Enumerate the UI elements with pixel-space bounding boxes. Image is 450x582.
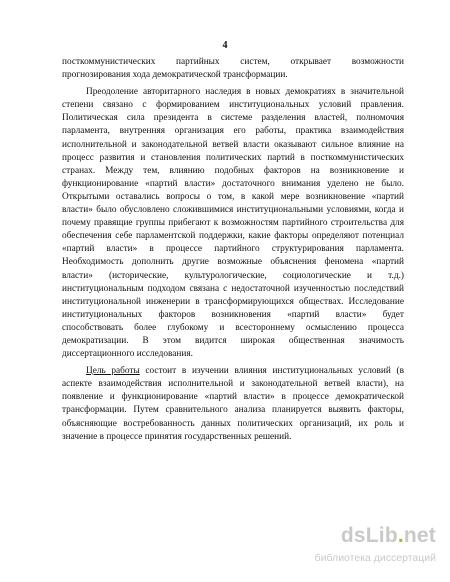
body-text: [62, 56, 404, 444]
text-line: посткоммунистических партийных систем, открывает возможности: [62, 57, 404, 67]
text-line: Преодоление авторитарного наследия в новых демократиях в значительной: [86, 87, 404, 98]
goal-line: [62, 365, 404, 378]
goal-label: Цель работы: [86, 366, 140, 377]
text-line: функционирование «партий власти» достаточного внимания уделено не было.: [62, 178, 404, 189]
text-line: власти» было обусловлено сложившимися институциональными условиями, когда и: [62, 205, 404, 216]
text-line: власти» (исторические, культурологические, социологические и т.д.): [62, 270, 404, 281]
goal-line-rest: состоит в изучении влияния институциональных условий (в: [139, 366, 404, 377]
text-line: парламента, внутренняя организация его работы, практика взаимодействия: [62, 126, 404, 137]
text-line: Необходимость дополнить другие возможные объяснения феномена «партий: [62, 257, 404, 268]
text-line: Политическая сила президента в системе разделения властей, полномочия: [62, 113, 404, 124]
page-number: 4: [222, 40, 228, 51]
watermark-subtitle: библиотека диссертаций: [314, 552, 436, 564]
text-line: значение в процессе принятия государственных решений.: [62, 431, 292, 442]
text-line: институциональным подходом связана с недостаточной изученностью последствий: [62, 283, 404, 294]
text-line: институциональных факторов возникновения «партий власти» будет: [62, 309, 404, 320]
text-line: институциональной инженерии в трансформирующихся обществах. Исследование: [62, 296, 404, 307]
text-line: почему правящие группы прибегают к возможностям партийного строительства для: [62, 218, 404, 229]
watermark-logo: dsLib.net: [340, 524, 436, 547]
text-line: странах. Между тем, влиянию подобных факторов на возникновение и: [62, 165, 404, 176]
text-line: исполнительной и законодательной ветвей власти оказывают сильное влияние на: [62, 139, 404, 150]
text-line: трансформации. Путем сравнительного анализа планируется выявить факторы,: [62, 405, 404, 416]
text-line: обеспечения себе парламентской поддержки, какие факторы определяют потенциал: [62, 231, 404, 242]
text-line: Открытыми оставались вопросы о том, в какой мере возникновение «партий: [62, 191, 404, 202]
text-line: появление и функционирование «партий власти» в процессе демократической: [62, 392, 404, 403]
text-line: демократизации. В этом видится широкая общественная значимость: [62, 335, 404, 346]
text-line: объясняющие востребованность данных политических организаций, их роль и: [62, 418, 404, 429]
text-line: диссертационного исследования.: [62, 349, 193, 360]
text-line: способствовать более глубокому и всестороннему осмыслению процесса: [62, 322, 404, 333]
text-line: «партий власти» в процессе партийного структурирования парламента.: [62, 244, 404, 255]
text-line: прогнозирования хода демократической трансформации.: [62, 70, 288, 81]
text-line: процесс развития и становления политических партий в посткоммунистических: [62, 152, 404, 163]
dslib-watermark: [314, 524, 436, 568]
text-line: степени связано с формированием институциональных условий правления.: [62, 100, 404, 111]
text-line: аспекте взаимодействия исполнительной и законодательной ветвей власти), на: [62, 379, 404, 390]
